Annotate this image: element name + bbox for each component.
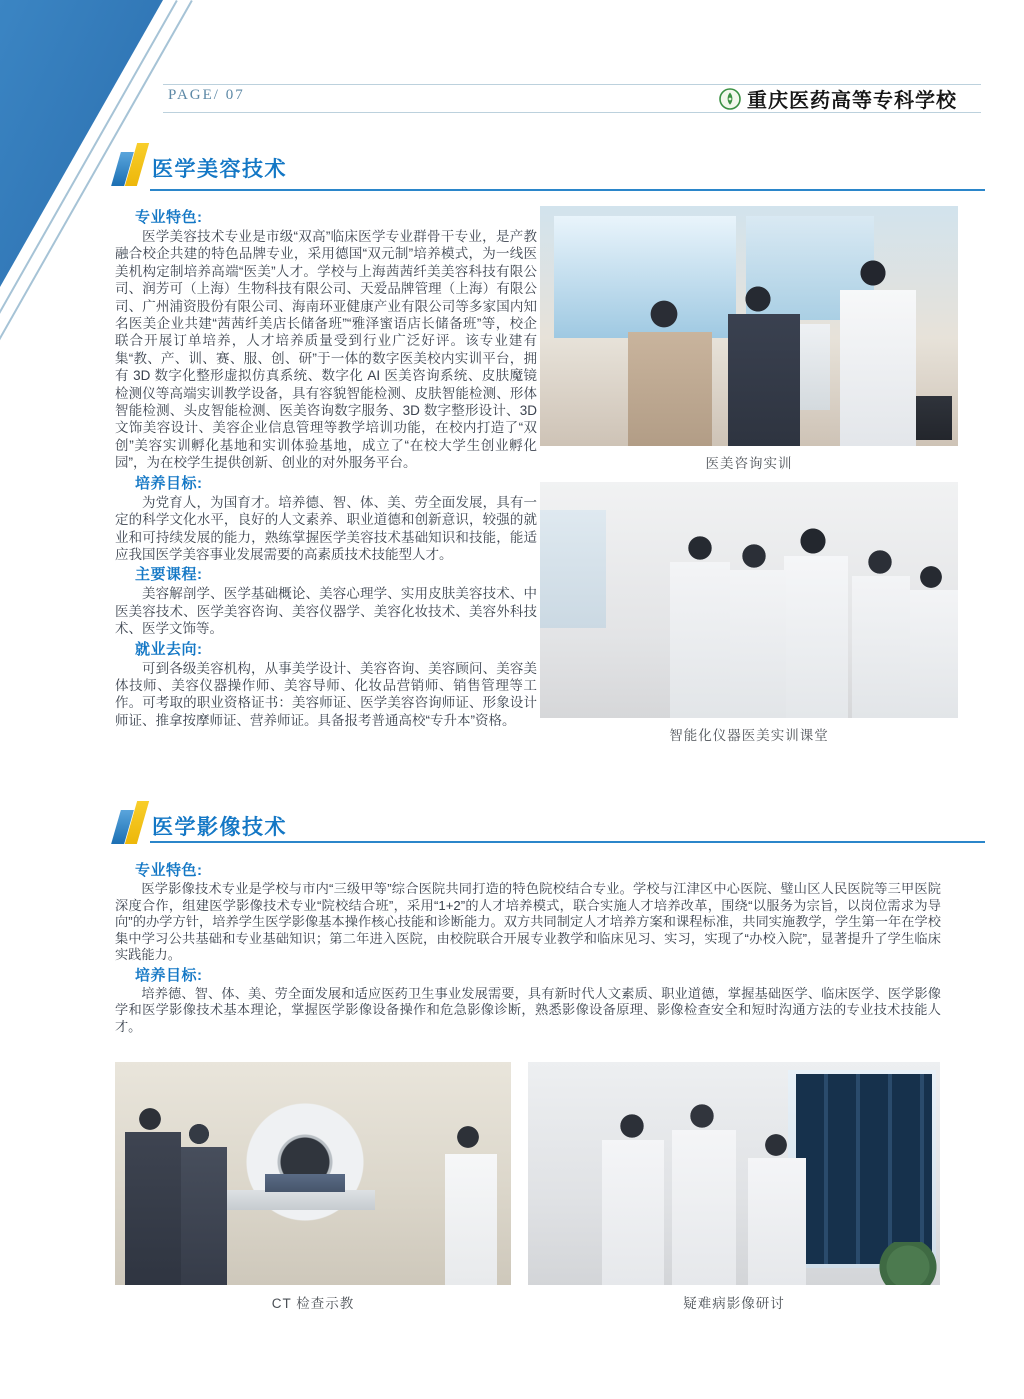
text-block <box>115 565 537 637</box>
block-heading: 培养目标: <box>135 966 203 984</box>
block-text: 为党育人，为国育才。培养德、智、体、美、劳全面发展，具有一定的科学文化水平，良好的人文素养、职业道德和创新意识，较强的就业和可持续发展的能力，熟练掌握医学美容技术基础知识和技能，能适应我国医学美容事业发展需要的高素质技术技能型人才。 <box>115 494 537 562</box>
photo-smart-device-classroom <box>540 482 958 718</box>
photo-ct-exam-demo <box>115 1062 511 1285</box>
photo-caption: 疑难病影像研讨 <box>683 1296 785 1311</box>
photo-caption: 医美咨询实训 <box>705 456 793 471</box>
text-block <box>115 474 537 564</box>
block-text: 培养德、智、体、美、劳全面发展和适应医药卫生事业发展需要，具有新时代人文素质、职业道德，掌握基础医学、临床医学、医学影像学和医学影像技术基本理论，掌握医学影像设备操作和危急影像诊断，熟悉影像设备原理、影像检查安全和短时沟通方法的专业技术技能人才。 <box>115 985 941 1034</box>
text-block <box>115 640 537 730</box>
section-title: 医学美容技术 <box>152 158 287 181</box>
block-heading: 就业去向: <box>135 640 203 658</box>
block-text: 美容解剖学、医学基础概论、美容心理学、实用皮肤美容技术、中医美容技术、医学美容咨询、美容仪器学、美容化妆技术、美容外科技术、医学文饰等。 <box>115 586 537 637</box>
section-title: 医学影像技术 <box>152 816 287 839</box>
school-logo-icon <box>719 88 741 110</box>
photo-beauty-consult-training <box>540 206 958 446</box>
text-block <box>115 861 941 964</box>
header-rule-bottom <box>163 112 981 113</box>
block-heading: 主要课程: <box>135 566 203 584</box>
block-text: 可到各级美容机构，从事美学设计、美容咨询、美容顾问、美容美体技师、美容仪器操作师、美容导师、化妆品营销师、销售管理等工作。可考取的职业资格证书：美容师证、医学美容咨询师证、形象设计师证、推拿按摩师证、营养师证。具备报考普通高校“专升本”资格。 <box>115 660 537 728</box>
block-heading: 培养目标: <box>135 474 203 492</box>
block-heading: 专业特色: <box>135 209 203 226</box>
section-marker-icon <box>114 143 146 189</box>
photo-film-review-discussion <box>528 1062 940 1285</box>
text-block <box>115 966 941 1036</box>
school-name: 重庆医药高等专科学校 <box>747 88 957 112</box>
page-number-label: PAGE/ 07 <box>168 87 245 103</box>
block-heading: 专业特色: <box>135 862 203 879</box>
photo-caption: 智能化仪器医美实训课堂 <box>669 728 829 743</box>
text-block <box>115 208 537 472</box>
block-text: 医学美容技术专业是市级“双高”临床医学专业群骨干专业，是产教融合校企共建的特色品牌专业，采用德国“双元制”培养模式，为一线医美机构定制培养高端“医美”人才。学校与上海茜茜纤美美容科技有限公司、润芳可（上海）生物科技有限公司、天爱品牌管理（上海）有限公司、广州浦资股份有限公司、海南环亚健康产业有限公司等多家国内知名医美企业共建“茜茜纤美店长储备班”“雅泽蜜语店长储备班”等，校企联合开展订单培养，人才培养质量受到行业广泛好评。该专业建有集“教、产、训、赛、服、创、研”于一体的数字医美校内实训平台，拥有 3D 数字化整形虚拟仿真系统、数字化 AI 医美咨询系统、皮肤魔镜检测仪等高端实训教学设备，具有容貌智能检测、皮肤智能检测、形体智能检测、头皮智能检测、医美咨询数字服务、3D 数字整形设计、3D 文饰美容设计、美容企业信息管理等教学培训功能，在校内打造了“双创”美容实训孵化基地和实训体验基地，成立了“在校大学生创业孵化园”，为在校学生提供创新、创业的对外服务平台。 <box>115 229 537 471</box>
section-underline <box>150 841 985 843</box>
block-text: 医学影像技术专业是学校与市内“三级甲等”综合医院共同打造的特色院校结合专业。学校与江津区中心医院、璧山区人民医院等三甲医院深度合作，组建医学影像技术专业“院校结合班”，采用“1+2”的人才培养模式，联合实施人才培养改革，围绕“以服务为宗旨，以岗位需求为导向”的办学方针，培养学生医学影像基本操作核心技能和诊断能力。双方共同制定人才培养方案和课程标准，共同实施教学，学生第一年在学校集中学习公共基础和专业基础知识；第二年进入医院，由校院联合开展专业教学和临床见习、实习，实现了“办校入院”，显著提升了学生临床实践能力。 <box>115 881 941 962</box>
section-marker-icon <box>114 801 146 847</box>
photo-caption: CT 检查示教 <box>271 1296 355 1311</box>
section1-text-column <box>115 206 537 729</box>
section2-text-body <box>115 859 941 1035</box>
section-underline <box>150 189 985 191</box>
